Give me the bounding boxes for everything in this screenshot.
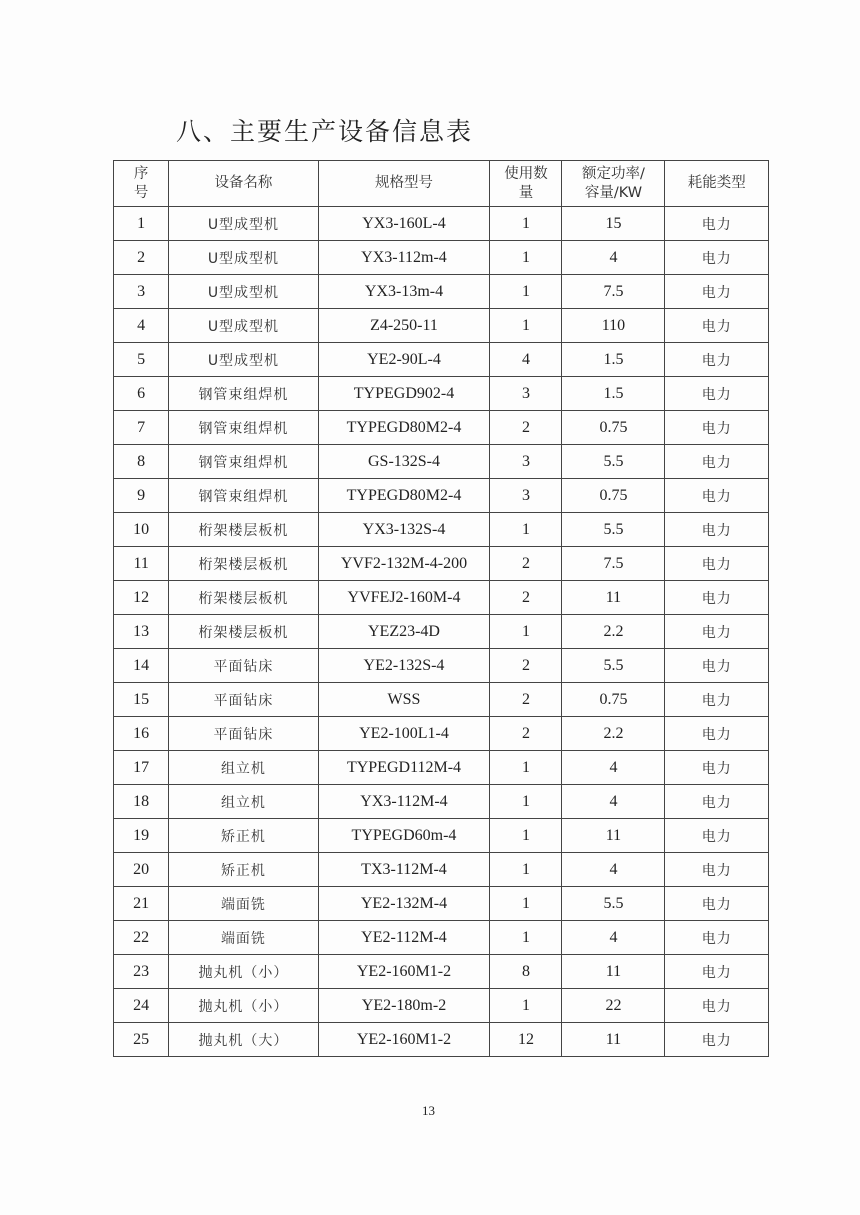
cell-spec: YE2-132M-4: [318, 887, 490, 921]
cell-name: 钢管束组焊机: [169, 411, 318, 445]
cell-spec: WSS: [318, 683, 490, 717]
cell-index: 4: [114, 309, 169, 343]
table-row: [114, 649, 769, 683]
cell-power: 11: [562, 581, 665, 615]
cell-energy-type: 电力: [665, 819, 769, 853]
cell-spec: TYPEGD112M-4: [318, 751, 490, 785]
cell-name: 端面铣: [169, 887, 318, 921]
table-row: [114, 615, 769, 649]
cell-energy-type: 电力: [665, 921, 769, 955]
cell-energy-type: 电力: [665, 717, 769, 751]
cell-spec: GS-132S-4: [318, 445, 490, 479]
cell-spec: TX3-112M-4: [318, 853, 490, 887]
cell-power: 22: [562, 989, 665, 1023]
cell-spec: YEZ23-4D: [318, 615, 490, 649]
cell-quantity: 12: [490, 1023, 562, 1057]
header-energy-type: 耗能类型: [665, 161, 769, 207]
cell-energy-type: 电力: [665, 275, 769, 309]
cell-power: 1.5: [562, 343, 665, 377]
cell-quantity: 1: [490, 207, 562, 241]
cell-power: 5.5: [562, 887, 665, 921]
cell-power: 2.2: [562, 615, 665, 649]
cell-index: 24: [114, 989, 169, 1023]
cell-name: 端面铣: [169, 921, 318, 955]
cell-index: 1: [114, 207, 169, 241]
cell-index: 15: [114, 683, 169, 717]
cell-quantity: 2: [490, 547, 562, 581]
cell-energy-type: 电力: [665, 1023, 769, 1057]
cell-energy-type: 电力: [665, 649, 769, 683]
cell-quantity: 2: [490, 411, 562, 445]
header-quantity: 使用数 量: [490, 161, 562, 207]
cell-name: 桁架楼层板机: [169, 513, 318, 547]
table-row: [114, 751, 769, 785]
cell-quantity: 1: [490, 241, 562, 275]
cell-index: 13: [114, 615, 169, 649]
cell-name: U型成型机: [169, 343, 318, 377]
cell-index: 18: [114, 785, 169, 819]
cell-index: 19: [114, 819, 169, 853]
cell-quantity: 1: [490, 615, 562, 649]
cell-energy-type: 电力: [665, 411, 769, 445]
cell-index: 22: [114, 921, 169, 955]
cell-spec: YX3-112M-4: [318, 785, 490, 819]
table-row: [114, 343, 769, 377]
cell-quantity: 2: [490, 649, 562, 683]
cell-spec: YX3-13m-4: [318, 275, 490, 309]
cell-index: 9: [114, 479, 169, 513]
cell-power: 7.5: [562, 275, 665, 309]
cell-name: 钢管束组焊机: [169, 377, 318, 411]
cell-power: 5.5: [562, 445, 665, 479]
cell-name: 抛丸机（大）: [169, 1023, 318, 1057]
cell-power: 15: [562, 207, 665, 241]
cell-spec: YVF2-132M-4-200: [318, 547, 490, 581]
header-index: 序 号: [114, 161, 169, 207]
table-row: [114, 547, 769, 581]
cell-energy-type: 电力: [665, 547, 769, 581]
cell-index: 6: [114, 377, 169, 411]
cell-energy-type: 电力: [665, 955, 769, 989]
cell-quantity: 1: [490, 819, 562, 853]
cell-power: 4: [562, 921, 665, 955]
cell-power: 11: [562, 819, 665, 853]
table-row: [114, 377, 769, 411]
table-row: [114, 819, 769, 853]
cell-energy-type: 电力: [665, 377, 769, 411]
table-row: [114, 887, 769, 921]
cell-name: 平面钻床: [169, 683, 318, 717]
table-row: [114, 955, 769, 989]
cell-spec: TYPEGD902-4: [318, 377, 490, 411]
cell-quantity: 1: [490, 785, 562, 819]
cell-power: 4: [562, 853, 665, 887]
cell-power: 7.5: [562, 547, 665, 581]
cell-name: 抛丸机（小）: [169, 989, 318, 1023]
cell-index: 11: [114, 547, 169, 581]
cell-name: U型成型机: [169, 207, 318, 241]
cell-energy-type: 电力: [665, 615, 769, 649]
cell-index: 21: [114, 887, 169, 921]
cell-quantity: 1: [490, 513, 562, 547]
cell-index: 20: [114, 853, 169, 887]
cell-index: 23: [114, 955, 169, 989]
cell-index: 10: [114, 513, 169, 547]
cell-name: U型成型机: [169, 309, 318, 343]
cell-index: 12: [114, 581, 169, 615]
cell-name: U型成型机: [169, 275, 318, 309]
table-row: [114, 785, 769, 819]
cell-spec: YX3-160L-4: [318, 207, 490, 241]
cell-quantity: 2: [490, 717, 562, 751]
cell-quantity: 1: [490, 921, 562, 955]
cell-name: 平面钻床: [169, 717, 318, 751]
cell-power: 110: [562, 309, 665, 343]
cell-energy-type: 电力: [665, 785, 769, 819]
cell-name: 组立机: [169, 751, 318, 785]
cell-power: 0.75: [562, 479, 665, 513]
cell-spec: YX3-132S-4: [318, 513, 490, 547]
table-header-row: [114, 161, 769, 207]
cell-quantity: 3: [490, 479, 562, 513]
table-row: [114, 581, 769, 615]
cell-name: 桁架楼层板机: [169, 547, 318, 581]
cell-power: 0.75: [562, 683, 665, 717]
table-row: [114, 989, 769, 1023]
cell-power: 11: [562, 1023, 665, 1057]
cell-name: 平面钻床: [169, 649, 318, 683]
cell-power: 2.2: [562, 717, 665, 751]
table-row: [114, 853, 769, 887]
table-row: [114, 275, 769, 309]
cell-name: 矫正机: [169, 853, 318, 887]
cell-energy-type: 电力: [665, 581, 769, 615]
cell-energy-type: 电力: [665, 207, 769, 241]
table-row: [114, 411, 769, 445]
cell-power: 1.5: [562, 377, 665, 411]
cell-quantity: 2: [490, 683, 562, 717]
cell-energy-type: 电力: [665, 309, 769, 343]
cell-name: 钢管束组焊机: [169, 445, 318, 479]
cell-name: 桁架楼层板机: [169, 581, 318, 615]
cell-energy-type: 电力: [665, 887, 769, 921]
cell-spec: TYPEGD80M2-4: [318, 479, 490, 513]
cell-energy-type: 电力: [665, 853, 769, 887]
cell-energy-type: 电力: [665, 343, 769, 377]
cell-spec: YE2-90L-4: [318, 343, 490, 377]
cell-power: 4: [562, 241, 665, 275]
cell-index: 16: [114, 717, 169, 751]
cell-energy-type: 电力: [665, 683, 769, 717]
cell-index: 3: [114, 275, 169, 309]
equipment-table: [113, 160, 769, 1057]
cell-name: 桁架楼层板机: [169, 615, 318, 649]
cell-quantity: 1: [490, 853, 562, 887]
cell-quantity: 3: [490, 445, 562, 479]
cell-spec: YE2-132S-4: [318, 649, 490, 683]
cell-energy-type: 电力: [665, 445, 769, 479]
cell-spec: YX3-112m-4: [318, 241, 490, 275]
table-row: [114, 479, 769, 513]
cell-index: 2: [114, 241, 169, 275]
cell-energy-type: 电力: [665, 989, 769, 1023]
cell-power: 11: [562, 955, 665, 989]
cell-power: 0.75: [562, 411, 665, 445]
cell-quantity: 3: [490, 377, 562, 411]
cell-spec: YE2-180m-2: [318, 989, 490, 1023]
cell-quantity: 8: [490, 955, 562, 989]
header-power: 额定功率/ 容量/KW: [562, 161, 665, 207]
cell-spec: YVFEJ2-160M-4: [318, 581, 490, 615]
cell-energy-type: 电力: [665, 513, 769, 547]
cell-power: 5.5: [562, 649, 665, 683]
table-row: [114, 1023, 769, 1057]
header-name: 设备名称: [169, 161, 318, 207]
cell-index: 17: [114, 751, 169, 785]
cell-power: 5.5: [562, 513, 665, 547]
cell-name: 钢管束组焊机: [169, 479, 318, 513]
cell-index: 5: [114, 343, 169, 377]
table-row: [114, 207, 769, 241]
page-number: 13: [422, 1103, 435, 1118]
cell-name: 组立机: [169, 785, 318, 819]
cell-spec: YE2-112M-4: [318, 921, 490, 955]
page-title: 八、主要生产设备信息表: [176, 117, 474, 146]
cell-power: 4: [562, 785, 665, 819]
header-spec: 规格型号: [318, 161, 490, 207]
cell-name: 抛丸机（小）: [169, 955, 318, 989]
cell-power: 4: [562, 751, 665, 785]
cell-energy-type: 电力: [665, 751, 769, 785]
cell-index: 8: [114, 445, 169, 479]
table-row: [114, 683, 769, 717]
cell-name: 矫正机: [169, 819, 318, 853]
cell-spec: TYPEGD80M2-4: [318, 411, 490, 445]
table-row: [114, 513, 769, 547]
cell-quantity: 1: [490, 309, 562, 343]
cell-quantity: 4: [490, 343, 562, 377]
cell-energy-type: 电力: [665, 479, 769, 513]
table-row: [114, 445, 769, 479]
table-row: [114, 241, 769, 275]
cell-quantity: 2: [490, 581, 562, 615]
cell-energy-type: 电力: [665, 241, 769, 275]
cell-spec: YE2-100L1-4: [318, 717, 490, 751]
cell-spec: Z4-250-11: [318, 309, 490, 343]
cell-quantity: 1: [490, 751, 562, 785]
cell-name: U型成型机: [169, 241, 318, 275]
cell-spec: YE2-160M1-2: [318, 955, 490, 989]
cell-quantity: 1: [490, 989, 562, 1023]
cell-spec: YE2-160M1-2: [318, 1023, 490, 1057]
table-row: [114, 921, 769, 955]
cell-index: 25: [114, 1023, 169, 1057]
table-row: [114, 717, 769, 751]
cell-spec: TYPEGD60m-4: [318, 819, 490, 853]
cell-quantity: 1: [490, 275, 562, 309]
cell-index: 14: [114, 649, 169, 683]
cell-index: 7: [114, 411, 169, 445]
table-row: [114, 309, 769, 343]
cell-quantity: 1: [490, 887, 562, 921]
